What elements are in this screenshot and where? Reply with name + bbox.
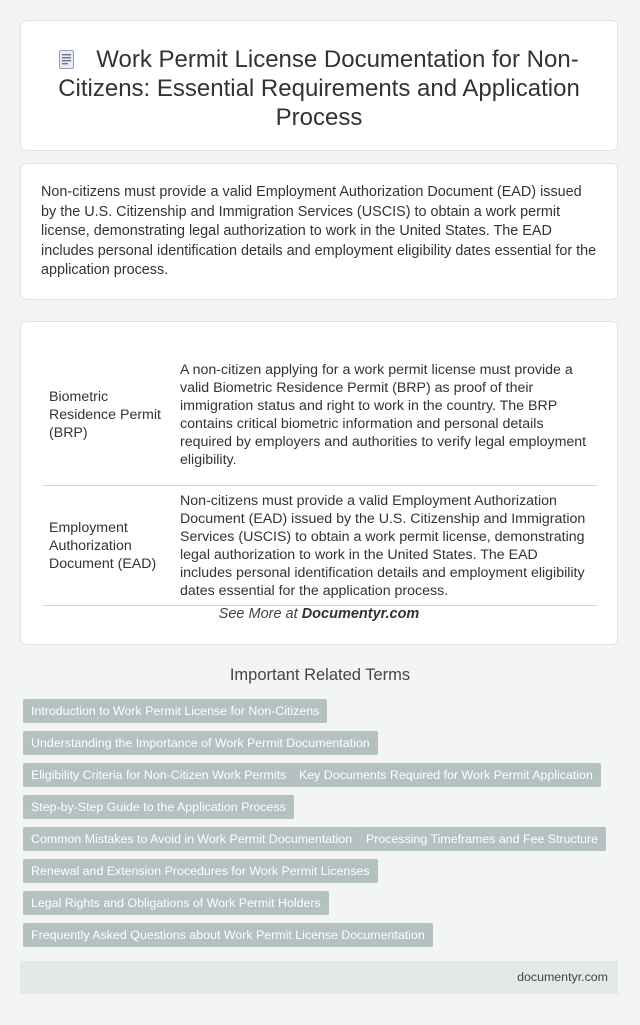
page-title: Work Permit License Documentation for Non-Citizens: Essential Requirements and Application Process — [58, 46, 580, 131]
related-tag[interactable]: Renewal and Extension Procedures for Work Permit Licenses — [23, 859, 378, 883]
document-icon — [59, 50, 74, 69]
summary-card — [20, 163, 618, 300]
document-description: Non-citizens must provide a valid Employment Authorization Document (EAD) issued by the U.S. Citizenship and Immigration Services (USCIS) to obtain a work permit license, demonstrating legal authorization to work in the United States. The EAD includes personal identification details and employment eligibility dates essential for the application process. — [176, 486, 597, 606]
documents-table — [43, 344, 597, 606]
footer-site[interactable]: documentyr.com — [517, 970, 608, 984]
related-tag[interactable]: Introduction to Work Permit License for Non-Citizens — [23, 699, 327, 723]
table-row — [43, 486, 597, 606]
title-card — [20, 20, 618, 151]
table-row — [43, 344, 597, 486]
see-more-prefix: See More at — [218, 606, 298, 622]
document-term: Biometric Residence Permit (BRP) — [43, 344, 176, 486]
page-title-wrap — [21, 21, 617, 132]
related-terms-heading: Important Related Terms — [229, 666, 411, 684]
related-tag[interactable]: Processing Timeframes and Fee Structure — [358, 827, 606, 851]
see-more-site[interactable]: Documentyr.com — [301, 606, 420, 622]
related-tag[interactable]: Common Mistakes to Avoid in Work Permit Documentation — [23, 827, 360, 851]
related-tag[interactable]: Frequently Asked Questions about Work Permit License Documentation — [23, 923, 433, 947]
related-tag[interactable]: Understanding the Importance of Work Permit Documentation — [23, 731, 378, 755]
related-tag[interactable]: Legal Rights and Obligations of Work Permit Holders — [23, 891, 329, 915]
footer — [20, 961, 618, 994]
related-tag[interactable]: Step-by-Step Guide to the Application Process — [23, 795, 294, 819]
related-tag[interactable]: Key Documents Required for Work Permit Application — [291, 763, 601, 787]
documents-card — [20, 321, 618, 645]
related-tag[interactable]: Eligibility Criteria for Non-Citizen Work Permits — [23, 763, 294, 787]
summary-text: Non-citizens must provide a valid Employment Authorization Document (EAD) issued by the U.S. Citizenship and Immigration Services (USCIS) to obtain a work permit license, demonstrating legal authorization to work in the United States. The EAD includes personal identification details and employment eligibility dates essential for the application process. — [41, 184, 597, 278]
see-more-link[interactable] — [21, 606, 617, 622]
document-description: A non-citizen applying for a work permit license must provide a valid Biometric Residence Permit (BRP) as proof of their immigration status and right to work in the country. The BRP contains critical biometric information and personal details required by employers and authorities to verify legal employment eligibility. — [176, 344, 597, 486]
document-term: Employment Authorization Document (EAD) — [43, 486, 176, 606]
